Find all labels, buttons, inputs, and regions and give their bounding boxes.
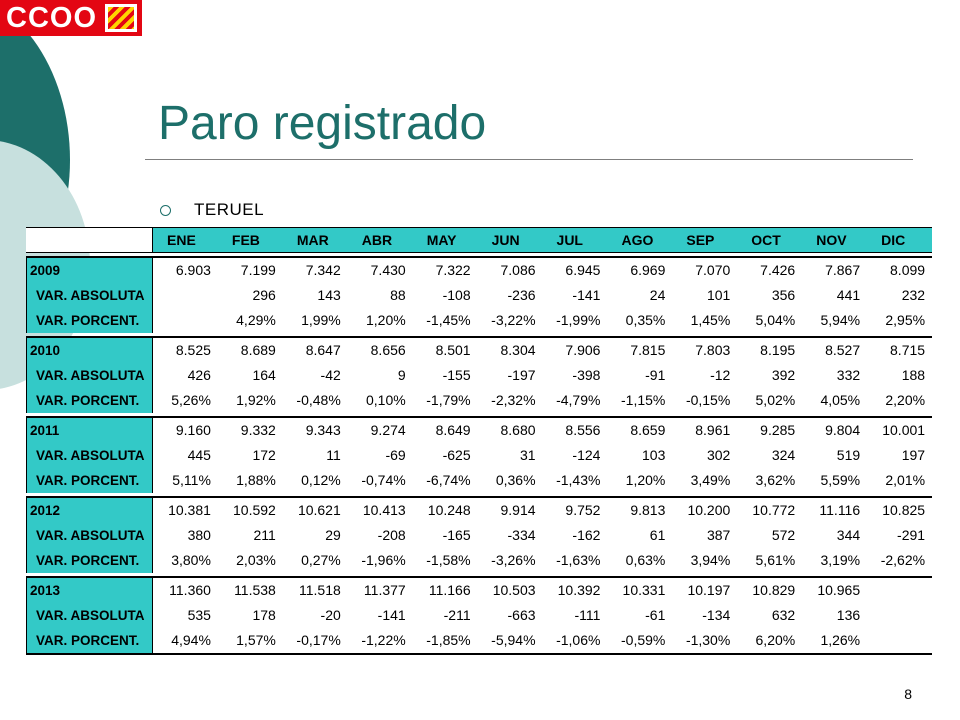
table-cell: 445 <box>187 447 211 463</box>
table-cell: 356 <box>771 287 796 303</box>
table-cell: 10.413 <box>362 502 406 518</box>
table-cell: 3,19% <box>820 552 861 568</box>
table-cell: 10.503 <box>492 582 536 598</box>
pct-variation-row <box>26 308 932 333</box>
table-cell: 11.377 <box>363 582 406 598</box>
table-cell: 7.867 <box>825 262 861 278</box>
table-cell: 2,01% <box>885 472 926 488</box>
table-cell: 7.070 <box>695 262 731 278</box>
table-cell: -1,15% <box>621 392 666 408</box>
abs-variation-row <box>26 363 932 388</box>
table-cell: 172 <box>252 447 276 463</box>
table-cell: -111 <box>574 607 601 623</box>
table-cell: 0,27% <box>301 552 341 568</box>
table-cell: 0,10% <box>365 392 406 408</box>
table-cell: -1,99% <box>556 312 601 328</box>
table-cell: -1,79% <box>426 392 471 408</box>
table-cell: 7.342 <box>305 262 341 278</box>
table-cell <box>867 628 932 653</box>
pct-variation-row <box>26 388 932 413</box>
table-cell: -141 <box>572 287 601 303</box>
table-cell: 232 <box>901 287 926 303</box>
table-cell: -4,79% <box>556 392 601 408</box>
table-cell: -3,22% <box>491 312 536 328</box>
month-header: ENE <box>167 232 196 248</box>
table-cell: 5,26% <box>171 392 211 408</box>
table-cell: 3,62% <box>755 472 796 488</box>
table-cell: -2,62% <box>880 552 926 568</box>
month-header: SEP <box>686 232 715 248</box>
province-label: TERUEL <box>194 200 265 219</box>
table-cell: 535 <box>187 607 211 623</box>
month-header: DIC <box>881 232 906 248</box>
abs-variation-row <box>26 443 932 468</box>
table-cell: -12 <box>710 367 731 383</box>
table-cell: 7.430 <box>370 262 406 278</box>
table-cell: -0,15% <box>685 392 731 408</box>
table-cell: 10.621 <box>297 502 341 518</box>
row-values <box>153 548 932 573</box>
row-label: VAR. ABSOLUTA <box>26 283 153 308</box>
table-cell: 8.647 <box>305 342 341 358</box>
row-label: 2011 <box>26 418 153 443</box>
table-cell: 10.331 <box>622 582 666 598</box>
table-cell: -1,22% <box>361 632 406 648</box>
table-cell: 10.592 <box>233 502 276 518</box>
abs-variation-row <box>26 523 932 548</box>
table-cell: 5,11% <box>172 472 211 488</box>
table-cell: 6.969 <box>630 262 666 278</box>
month-header: MAY <box>426 232 457 248</box>
table-cell <box>867 578 932 603</box>
table-header <box>26 227 932 253</box>
table-cell: 7.426 <box>760 262 796 278</box>
table-cell: -69 <box>385 447 406 463</box>
table-cell: 10.772 <box>752 502 796 518</box>
row-label: VAR. PORCENT. <box>26 468 153 493</box>
table-cell: -2,32% <box>491 392 536 408</box>
table-cell: 1,26% <box>820 632 861 648</box>
row-label: 2009 <box>26 258 153 283</box>
year-block <box>26 256 932 333</box>
table-cell: 164 <box>252 367 276 383</box>
table-cell: -1,63% <box>556 552 601 568</box>
table-cell: -398 <box>572 367 601 383</box>
table-cell: 11 <box>326 447 341 463</box>
year-block <box>26 576 932 655</box>
table-cell: 324 <box>771 447 796 463</box>
year-row <box>26 578 932 603</box>
table-cell: -1,30% <box>685 632 731 648</box>
table-cell: 392 <box>771 367 796 383</box>
table-cell: 5,59% <box>820 472 861 488</box>
row-values <box>153 258 932 283</box>
row-values <box>153 468 932 493</box>
title-divider <box>145 159 913 160</box>
table-cell: -165 <box>442 527 471 543</box>
table-cell: 197 <box>901 447 926 463</box>
table-cell: 7.199 <box>240 262 276 278</box>
table-cell: 10.965 <box>817 582 861 598</box>
table-cell: 296 <box>252 287 276 303</box>
table-cell: 4,94% <box>171 632 211 648</box>
table-cell: 8.680 <box>500 422 536 438</box>
month-headers <box>153 228 932 252</box>
table-cell: 8.501 <box>435 342 471 358</box>
table-cell: -0,17% <box>296 632 341 648</box>
table-cell: 1,88% <box>236 472 276 488</box>
table-cell: 61 <box>649 527 666 543</box>
row-label: VAR. ABSOLUTA <box>26 603 153 628</box>
year-block <box>26 496 932 573</box>
table-cell <box>153 308 218 333</box>
row-label: 2010 <box>26 338 153 363</box>
row-values <box>153 443 932 468</box>
table-cell: -141 <box>377 607 406 623</box>
table-cell: 10.392 <box>557 582 601 598</box>
table-cell: 3,94% <box>690 552 731 568</box>
row-values <box>153 308 932 333</box>
table-cell: 103 <box>642 447 666 463</box>
table-cell: 8.715 <box>890 342 926 358</box>
table-cell: -42 <box>320 367 341 383</box>
table-cell: -155 <box>442 367 471 383</box>
table-cell: 5,02% <box>755 392 796 408</box>
table-cell: 1,57% <box>236 632 276 648</box>
month-header: FEB <box>231 232 260 248</box>
row-values <box>153 578 932 603</box>
table-cell: -124 <box>572 447 601 463</box>
table-cell: 8.659 <box>630 422 666 438</box>
table-cell: 0,36% <box>495 472 536 488</box>
month-header: MAR <box>296 232 329 248</box>
row-label: 2012 <box>26 498 153 523</box>
table-cell: 6.903 <box>175 262 211 278</box>
table-cell: 9.343 <box>305 422 341 438</box>
table-cell: 1,20% <box>625 472 666 488</box>
year-block <box>26 416 932 493</box>
table-cell: 632 <box>771 607 796 623</box>
table-cell: 572 <box>771 527 796 543</box>
year-row <box>26 418 932 443</box>
year-blocks <box>26 256 932 655</box>
table-cell: 0,35% <box>625 312 666 328</box>
month-header: JUL <box>556 232 583 248</box>
table-cell: 441 <box>836 287 861 303</box>
table-cell: 11.538 <box>234 582 276 598</box>
row-values <box>153 418 932 443</box>
table-cell: -208 <box>377 527 406 543</box>
page-number: 8 <box>904 686 912 702</box>
row-label: VAR. ABSOLUTA <box>26 443 153 468</box>
table-cell: 5,04% <box>755 312 796 328</box>
table-cell: 8.304 <box>500 342 536 358</box>
pct-variation-row <box>26 628 932 653</box>
table-cell: 31 <box>519 447 536 463</box>
table-cell <box>153 283 218 308</box>
table-cell: 426 <box>187 367 211 383</box>
table-cell: -625 <box>442 447 471 463</box>
table-cell: 9.274 <box>370 422 406 438</box>
table-cell: -1,58% <box>426 552 471 568</box>
logo-text: CCOO <box>6 2 97 34</box>
row-label: VAR. PORCENT. <box>26 308 153 333</box>
table-cell: 24 <box>649 287 666 303</box>
table-cell: -334 <box>507 527 536 543</box>
table-cell: 8.525 <box>175 342 211 358</box>
abs-variation-row <box>26 283 932 308</box>
table-cell: 2,20% <box>885 392 926 408</box>
table-cell: 188 <box>901 367 926 383</box>
table-cell <box>867 603 932 628</box>
table-cell: 1,92% <box>236 392 276 408</box>
aragon-flag-icon <box>105 4 137 32</box>
table-cell: 178 <box>252 607 276 623</box>
table-cell: 8.649 <box>435 422 471 438</box>
row-label: VAR. PORCENT. <box>26 548 153 573</box>
table-cell: -197 <box>507 367 536 383</box>
table-cell: 332 <box>836 367 861 383</box>
table-cell: 7.906 <box>565 342 601 358</box>
table-cell: 11.116 <box>819 502 861 518</box>
table-cell: 8.527 <box>825 342 861 358</box>
table-cell: 5,61% <box>755 552 796 568</box>
table-cell: 9.752 <box>565 502 601 518</box>
table-cell: -1,06% <box>556 632 601 648</box>
bullet-circle-icon <box>160 205 171 216</box>
row-label: VAR. ABSOLUTA <box>26 523 153 548</box>
table-cell: 380 <box>187 527 211 543</box>
year-row <box>26 498 932 523</box>
table-cell: 11.360 <box>169 582 211 598</box>
table-cell: 9.813 <box>630 502 666 518</box>
table-cell: -6,74% <box>426 472 471 488</box>
table-cell: 7.086 <box>500 262 536 278</box>
row-values <box>153 523 932 548</box>
table-cell: 7.322 <box>435 262 471 278</box>
table-cell: 8.556 <box>565 422 601 438</box>
table-cell: 6.945 <box>565 262 601 278</box>
pct-variation-row <box>26 468 932 493</box>
table-cell: 10.825 <box>882 502 926 518</box>
table-cell: 8.961 <box>695 422 731 438</box>
table-cell: 4,29% <box>236 312 276 328</box>
table-cell: -1,45% <box>426 312 471 328</box>
table-cell: 8.656 <box>370 342 406 358</box>
table-cell: -0,48% <box>296 392 341 408</box>
year-block <box>26 336 932 413</box>
table-cell: 10.248 <box>427 502 471 518</box>
table-cell: -1,43% <box>556 472 601 488</box>
table-cell: 7.815 <box>630 342 666 358</box>
table-cell: 101 <box>706 287 731 303</box>
table-cell: 10.001 <box>882 422 926 438</box>
table-cell: 9.332 <box>240 422 276 438</box>
table-cell: -1,85% <box>426 632 471 648</box>
table-cell: -291 <box>897 527 926 543</box>
table-cell: 2,95% <box>885 312 926 328</box>
table-cell: -211 <box>443 607 471 623</box>
month-header: NOV <box>816 232 847 248</box>
pct-variation-row <box>26 548 932 573</box>
table-cell: 387 <box>706 527 731 543</box>
table-cell: -663 <box>507 607 536 623</box>
table-cell: -3,26% <box>491 552 536 568</box>
table-cell: -1,96% <box>361 552 406 568</box>
table-cell: 143 <box>317 287 341 303</box>
table-cell: 3,80% <box>171 552 211 568</box>
table-cell: 10.381 <box>168 502 211 518</box>
table-cell: 0,12% <box>301 472 341 488</box>
month-header: JUN <box>491 232 520 248</box>
table-cell: -0,74% <box>361 472 406 488</box>
row-values <box>153 628 932 653</box>
table-cell: 2,03% <box>236 552 276 568</box>
header-corner <box>26 228 153 252</box>
table-cell: 519 <box>836 447 861 463</box>
table-cell: -20 <box>320 607 341 623</box>
table-cell: 10.197 <box>687 582 731 598</box>
table-cell: 9 <box>397 367 406 383</box>
row-label: VAR. PORCENT. <box>26 388 153 413</box>
table-cell: 8.099 <box>890 262 926 278</box>
row-label: VAR. ABSOLUTA <box>26 363 153 388</box>
table-cell: 136 <box>836 607 861 623</box>
abs-variation-row <box>26 603 932 628</box>
row-label: 2013 <box>26 578 153 603</box>
month-header: AGO <box>621 232 654 248</box>
table-cell: 11.518 <box>298 582 341 598</box>
table-cell: 8.195 <box>760 342 796 358</box>
table-cell: 7.803 <box>695 342 731 358</box>
table-cell: -0,59% <box>621 632 666 648</box>
table-cell: 211 <box>253 527 276 543</box>
row-values <box>153 498 932 523</box>
table-cell: -61 <box>645 607 666 623</box>
table-cell: -91 <box>645 367 666 383</box>
row-values <box>153 363 932 388</box>
table-cell: 8.689 <box>240 342 276 358</box>
table-cell: 10.200 <box>687 502 731 518</box>
table-cell: 88 <box>390 287 406 303</box>
table-cell: 4,05% <box>820 392 861 408</box>
month-header: OCT <box>751 232 781 248</box>
table-cell: 6,20% <box>755 632 796 648</box>
table-cell: 29 <box>325 527 341 543</box>
table-cell: 10.829 <box>752 582 796 598</box>
month-header: ABR <box>361 232 393 248</box>
row-values <box>153 338 932 363</box>
table-cell: 9.160 <box>175 422 211 438</box>
table-cell: 1,20% <box>365 312 406 328</box>
table-cell: -162 <box>572 527 601 543</box>
table-cell: -5,94% <box>491 632 536 648</box>
row-values <box>153 283 932 308</box>
table-cell: 9.285 <box>760 422 796 438</box>
table-cell: -108 <box>442 287 471 303</box>
year-row <box>26 258 932 283</box>
page-title: Paro registrado <box>158 97 487 150</box>
table-cell: 1,99% <box>301 312 341 328</box>
table-cell: 11.166 <box>428 582 471 598</box>
table-cell: -236 <box>507 287 536 303</box>
table-cell: 3,49% <box>690 472 731 488</box>
row-values <box>153 603 932 628</box>
row-label: VAR. PORCENT. <box>26 628 153 653</box>
table-cell: 9.804 <box>825 422 861 438</box>
table-cell: 5,94% <box>820 312 861 328</box>
row-values <box>153 388 932 413</box>
table-cell: -134 <box>702 607 731 623</box>
table-cell: 302 <box>706 447 731 463</box>
year-row <box>26 338 932 363</box>
table-cell: 344 <box>836 527 861 543</box>
table-cell: 9.914 <box>500 502 536 518</box>
table-cell: 0,63% <box>625 552 666 568</box>
ccoo-logo <box>0 0 142 36</box>
unemployment-table <box>26 227 932 655</box>
table-cell: 1,45% <box>690 312 731 328</box>
